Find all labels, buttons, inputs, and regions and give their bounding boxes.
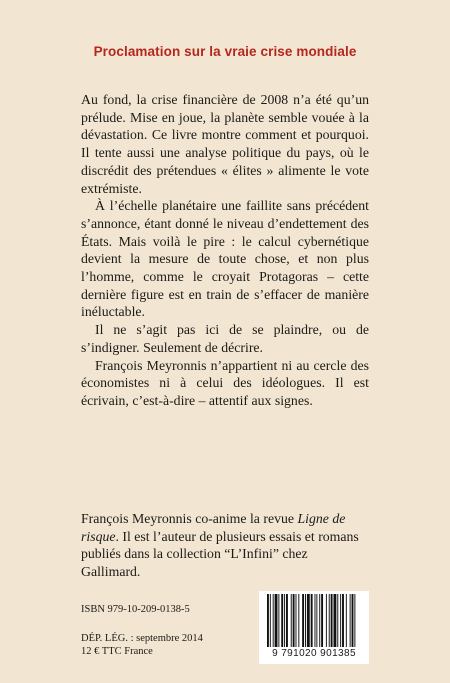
barcode-bar <box>352 594 354 647</box>
barcode-bar <box>284 594 285 647</box>
barcode-bar <box>307 594 310 647</box>
author-bio-paragraph <box>81 510 369 581</box>
barcode-bar <box>316 594 317 647</box>
legal-deposit: DÉP. LÉG. : septembre 2014 <box>81 633 203 644</box>
barcode-bar <box>275 594 278 647</box>
barcode-bar <box>342 594 344 647</box>
barcode-bar <box>286 594 288 647</box>
review-title: Ligne de risque <box>81 511 346 544</box>
barcode-bar <box>326 594 327 647</box>
barcode-bar <box>296 594 297 647</box>
barcode-bar <box>302 594 304 647</box>
bio-rest: Il est l’auteur de plusieurs essais et romans publiés dans la collection “L’Infini” chez Gallimard. <box>81 528 359 580</box>
barcode-bar <box>273 594 274 647</box>
barcode-bar <box>329 594 330 647</box>
barcode-bar <box>311 594 313 647</box>
paragraph-2: À l’échelle planétaire une faillite sans précédent s’annonce, étant donné le niveau d’endettement des États. Mais voilà le pire : le calcul cybernétique devient la mesure de toute chose, et non plus l’homme, comme le croyait Protagoras – cette dernière figure est en train de s’effacer de manière inéluctable. <box>81 198 369 320</box>
barcode-bar <box>293 594 295 647</box>
barcode-bar <box>305 594 306 647</box>
barcode-bar <box>298 594 299 647</box>
barcode-bar <box>331 594 333 647</box>
barcode-digits: 9 791020 901385 <box>272 648 356 659</box>
barcode-bar <box>350 594 351 647</box>
barcode-bar <box>281 594 283 647</box>
barcode-bar <box>346 594 347 647</box>
barcode <box>259 591 369 664</box>
barcode-bar <box>270 594 271 647</box>
barcode-bar <box>321 594 323 647</box>
barcode-bar <box>354 594 355 647</box>
cover-title: Proclamation sur la vraie crise mondiale <box>93 44 357 59</box>
price: 12 € TTC France <box>81 646 153 657</box>
barcode-bar <box>267 594 269 647</box>
barcode-bar <box>319 594 320 647</box>
blurb-text <box>81 91 369 410</box>
isbn: ISBN 979-10-209-0138-5 <box>81 604 190 615</box>
paragraph-3: Il ne s’agit pas ici de se plaindre, ou de s’indigner. Seulement de décrire. <box>81 322 369 355</box>
bio-intro: François Meyronnis co-anime la revue <box>81 511 298 526</box>
barcode-bar <box>315 594 316 647</box>
barcode-bar <box>278 594 279 647</box>
author-bio <box>81 510 369 581</box>
barcode-bar <box>340 594 341 647</box>
barcode-bar <box>334 594 337 647</box>
barcode-bar <box>337 594 338 647</box>
paragraph-4: François Meyronnis n’appartient ni au cercle des économistes ni à celui des idéologues. Il est écrivain, c’est-à-dire – attentif aux signes. <box>81 357 369 408</box>
paragraph-1: Au fond, la crise financière de 2008 n’a été qu’un prélude. Mise en joue, la planète semble vouée à la dévastation. Ce livre montre comment et pourquoi. Il tente aussi une analyse politique du pays, où le discrédit des prétendues « élites » alimente le vote extrémiste. <box>81 92 369 196</box>
barcode-bar <box>291 594 292 647</box>
bio-punct: . <box>115 528 119 544</box>
